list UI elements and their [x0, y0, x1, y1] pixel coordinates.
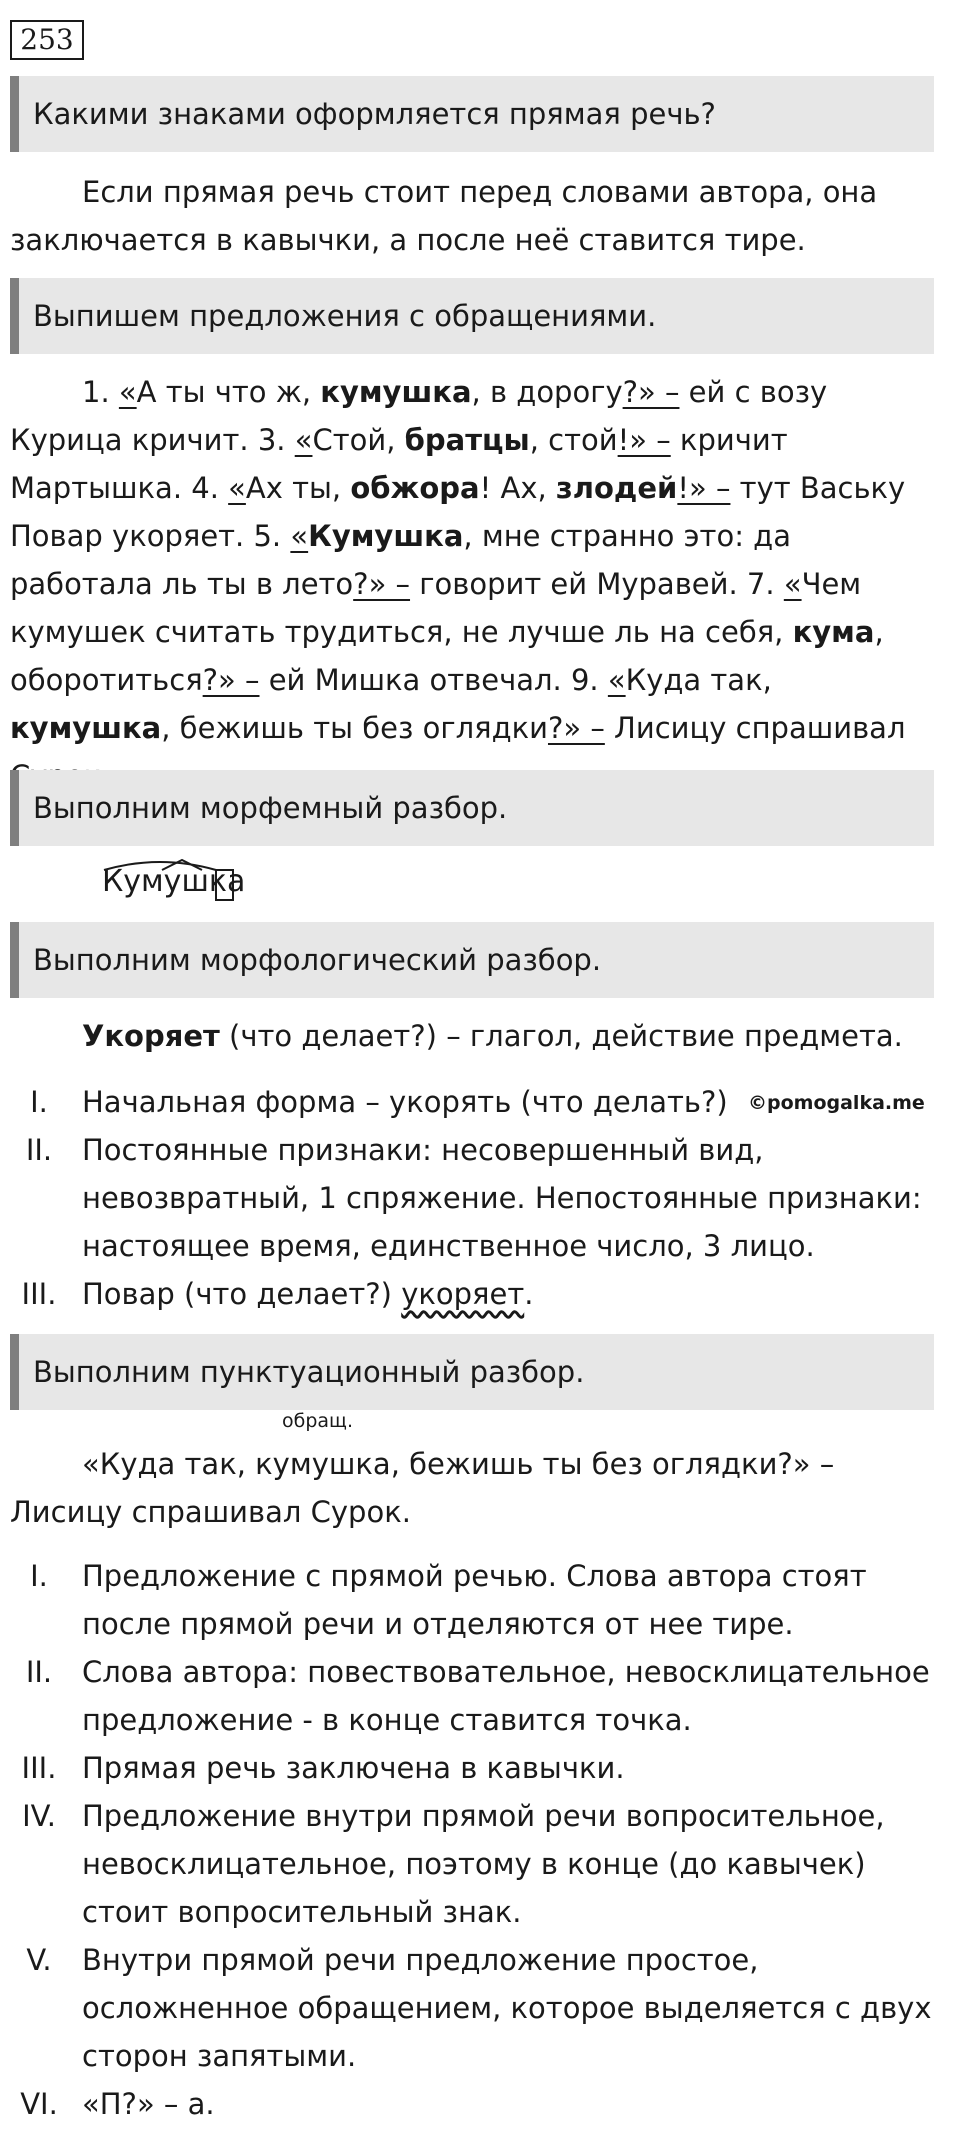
answer-direct-speech: Если прямая речь стоит перед словами автора, она заключается в кавычки, а после неё ставится тире. [10, 175, 878, 257]
section-header-morpheme: Выполним морфемный разбор. [10, 770, 934, 846]
list-item: IV. Предложение внутри прямой речи вопросительное, невосклицательное, поэтому в конце (до кавычек) стоит вопросительный знак. [22, 1799, 885, 1929]
list-item: II. Слова автора: повествовательное, невосклицательное предложение - в конце ставится точка. [25, 1655, 930, 1737]
section-header-punctuation: Выполним пунктуационный разбор. [10, 1334, 934, 1410]
section-header-addresses: Выпишем предложения с обращениями. [10, 278, 934, 354]
morpheme-word: Кумушка [102, 864, 246, 899]
section-header-morphological: Выполним морфологический разбор. [10, 922, 934, 998]
list-item: I. Начальная форма – укорять (что делать?) [30, 1085, 728, 1119]
section-header-direct-speech: Какими знаками оформляется прямая речь? [10, 76, 934, 152]
list-item: III. Повар (что делает?) укоряет. [21, 1277, 534, 1311]
punct-sentence: «Куда так, кумушка, бежишь ты без оглядки?» – Лисицу спрашивал Сурок. [10, 1447, 835, 1529]
morph-list [10, 1078, 940, 1318]
punct-list [10, 1552, 940, 2128]
copyright-text: ©pomogalka.me [748, 1092, 925, 1114]
morpheme-diagram [100, 856, 248, 906]
address-label: обращ. [282, 1410, 353, 1432]
list-item: VI. «П?» – а. [20, 2087, 215, 2121]
morph-title: Укоряет (что делает?) – глагол, действие предмета. [82, 1019, 903, 1053]
list-item: II. Постоянные признаки: несовершенный вид, невозвратный, 1 спряжение. Непостоянные признаки: настоящее время, единственное число, 3 лицо. [25, 1133, 922, 1263]
list-item: III. Прямая речь заключена в кавычки. [21, 1751, 625, 1785]
list-item: I. Предложение с прямой речью. Слова автора стоят после прямой речи и отделяются от нее тире. [30, 1559, 867, 1641]
task-number: 253 [10, 20, 84, 60]
list-item: V. Внутри прямой речи предложение простое, осложненное обращением, которое выделяется с двух сторон запятыми. [26, 1943, 932, 2073]
sentences-with-addresses: 1. «А ты что ж, кумушка, в дорогу?» – ей с возу Курица кричит. 3. «Стой, братцы, стой!» – кричит Мартышка. 4. «Ах ты, обжора! Ах, злодей!» – тут Ваську Повар укоряет. 5. «Кумушка, мне странно это: да работала ль ты в лето?» – говорит ей Муравей. 7. «Чем кумушек считать трудиться, не лучше ль на себя, кума, оборотиться?» – ей Мишка отвечал. 9. «Куда так, кумушка, бежишь ты без оглядки?» – Лисицу спрашивал [10, 375, 906, 745]
